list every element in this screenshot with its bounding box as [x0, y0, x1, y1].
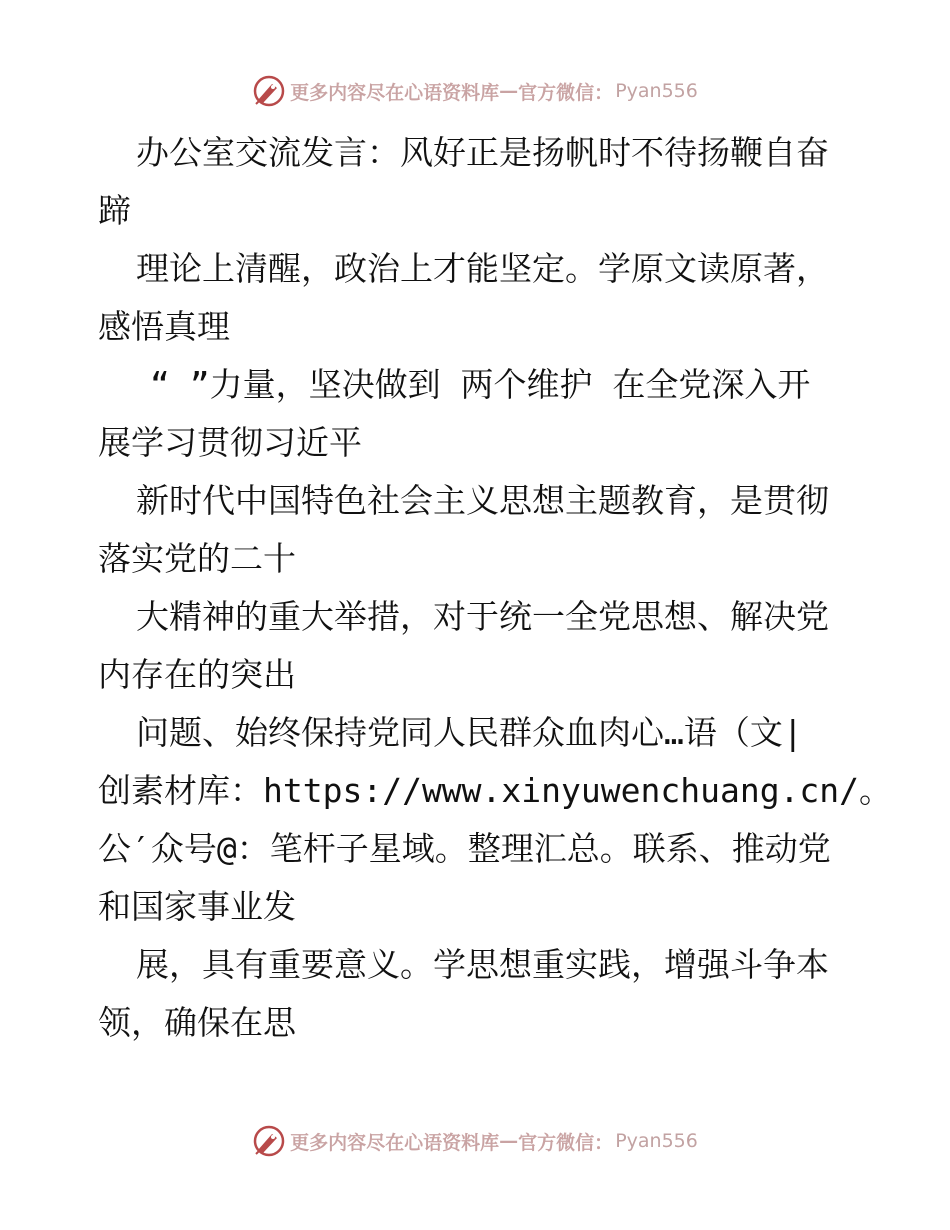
text-line: 问题、始终保持党同人民群众血肉心…语（文| [136, 713, 803, 752]
text-line: 理论上清醒，政治上才能坚定。学原文读原著， [136, 249, 829, 288]
banner-site-text: 更多内容尽在心语资料库 [290, 1131, 500, 1154]
text-line: 展学习贯彻习近平 [98, 423, 362, 462]
banner-contact-label: 官方微信： [518, 1131, 614, 1154]
header-watermark [0, 71, 950, 111]
text-line: 新时代中国特色社会主义思想主题教育，是贯彻 [136, 481, 829, 520]
pen-nib-logo-icon [252, 1124, 286, 1158]
banner-contact-id: Pyan556 [615, 80, 698, 102]
text-line: 办公室交流发言：风好正是扬帆时不待扬鞭自奋 [136, 133, 829, 172]
text-line: 展，具有重要意义。学思想重实践，增强斗争本 [136, 945, 829, 984]
text-line: 公′众号@：笔杆子星域。整理汇总。联系、推动党 [98, 829, 831, 868]
footer-watermark [0, 1121, 950, 1161]
text-line: 和国家事业发 [98, 887, 296, 926]
text-line: 内存在的突出 [98, 655, 296, 694]
text-line: 大精神的重大举措，对于统一全党思想、解决党 [136, 597, 829, 636]
text-line: 创素材库：https://www.xinyuwenchuang.cn/。 [98, 771, 893, 810]
text-line: 感悟真理 [98, 307, 230, 346]
banner-site-text: 更多内容尽在心语资料库 [290, 81, 500, 104]
text-line: 蹄 [98, 191, 131, 230]
text-line: 落实党的二十 [98, 539, 296, 578]
banner-contact-label: 官方微信： [518, 81, 614, 104]
text-line: “ ”力量，坚决做到 两个维护 在全党深入开 [150, 365, 811, 404]
banner-dash: — [499, 1130, 519, 1152]
text-line: 领，确保在思 [98, 1003, 296, 1042]
banner-dash: — [499, 80, 519, 102]
pen-nib-logo-icon [252, 74, 286, 108]
banner-contact-id: Pyan556 [615, 1130, 698, 1152]
document-body [98, 124, 893, 1052]
